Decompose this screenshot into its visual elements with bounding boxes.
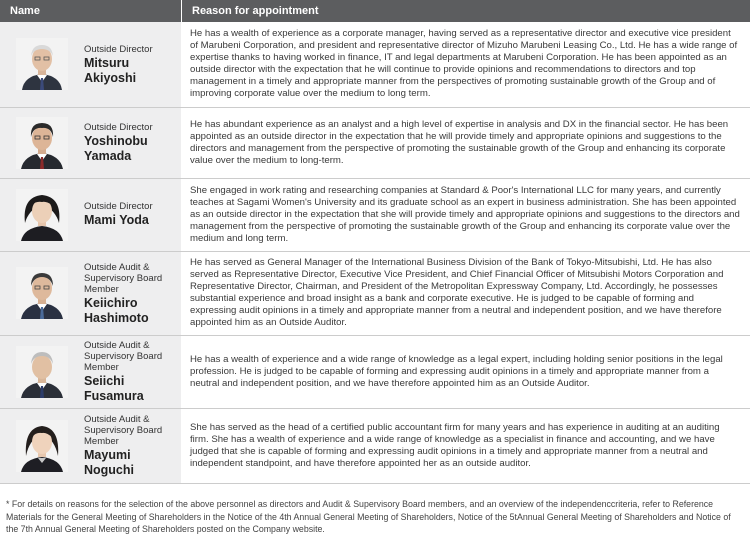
reason-text: He has a wealth of experience and a wide range of knowledge as a legal expert, including holding senior positions in the legal profession. He is judged to be capable of forming and expressing audit opinions in a timely and appropriate manner from a neutral and independent position, and we have therefore appointed him as an Outside Auditor. xyxy=(182,335,750,408)
table-row xyxy=(0,22,750,107)
person-cell xyxy=(0,178,182,251)
person-cell xyxy=(0,107,182,178)
portrait-photo xyxy=(16,346,68,398)
person-cell xyxy=(0,408,182,483)
table-row xyxy=(0,408,750,483)
person-role: Outside Director xyxy=(84,201,153,212)
person-cell xyxy=(0,251,182,335)
table-row xyxy=(0,107,750,178)
reason-text: She has served as the head of a certified public accountant firm for many years and has experience in auditing at an auditing firm. She has a wealth of experience and a wide range of knowledge as a specialist in finance and accounting, and we have judged that she is capable of forming and expressing audit opinions in a timely and appropriate manner from a neutral and independent standpoint, and have therefore appointed her as an outside auditor. xyxy=(182,408,750,483)
reason-text: He has served as General Manager of the International Business Division of the Bank of Tokyo-Mitsubishi, Ltd. He has also served as Representative Director, Executive Vice President, and Chief Financial Officer of Mitsubishi Motors Corporation and Representative Director, Chairman, and President of the Metropolitan Expressway Company, Ltd. Accordingly, he possesses substantial experience and broad insight as a bank and corporate executive. He is judged to be capable of forming and expressing audit opinions in a timely and appropriate manner from a neutral and independent position, and we have therefore appointed him as an Outside Auditor. xyxy=(182,251,750,335)
person-name-first: Mami Yoda xyxy=(84,213,149,227)
table-row xyxy=(0,251,750,335)
portrait-photo xyxy=(16,267,68,319)
person-name-first: Keiichiro xyxy=(84,295,138,310)
table-header-row xyxy=(0,0,750,22)
person-name-last: Noguchi xyxy=(84,463,134,477)
portrait-photo xyxy=(16,189,68,241)
person-role: Outside Audit & Supervisory Board Member xyxy=(84,261,163,295)
person-role: Outside Audit & Supervisory Board Member xyxy=(84,414,163,447)
footnote: * For details on reasons for the selection of the above personnel as directors and Audit & Supervisory Board members, and an overview of the independenccriteria, refer to Reference Materials for the General Meeting of Shareholders in the Notice of the 4th Annual General Meeting of Shareholders, Notice of the 5tAnnual General Meeting of Shareholders and Notice of the 7th Annual General Meeting of Shareholders posted on the Company website. xyxy=(6,499,731,534)
person-cell xyxy=(0,22,182,107)
person-cell xyxy=(0,335,182,408)
person-role: Outside Director xyxy=(84,122,153,133)
table-row xyxy=(0,178,750,251)
header-reason: Reason for appointment xyxy=(182,0,750,22)
person-name-first: Mayumi xyxy=(84,448,131,462)
person-name-last: Fusamura xyxy=(84,389,144,403)
reason-text: He has abundant experience as an analyst and a high level of expertise in analysis and DX in the financial sector. He has been appointed as an outside director in the expectation that he will provide timely and appropriate opinions and suggestions to the directors and management from the perspective of promoting the sustainable growth of the Group and enhancing its corporate value over the medium to long-term. xyxy=(182,107,750,178)
person-role: Outside Director xyxy=(84,43,153,55)
person-name-last: Yamada xyxy=(84,149,132,163)
portrait-photo xyxy=(16,38,68,90)
person-name-last: Hashimoto xyxy=(84,310,149,325)
person-name-first: Seiichi xyxy=(84,374,125,388)
portrait-photo xyxy=(16,117,68,169)
person-role: Outside Audit & Supervisory Board Member xyxy=(84,340,163,373)
table-row xyxy=(0,335,750,408)
reason-text: She engaged in work rating and researching companies at Standard & Poor's International LLC for many years, and currently teaches at Sagami Women's University and its graduate school as an expert in business administration. She has been appointed as an outside director in the expectation that she will provide timely and appropriate opinions and suggestions to the directors and management from the perspective of promoting the sustainable growth of the Group and enhancing its corporate value over the medium and long term. xyxy=(182,178,750,251)
person-name-first: Mitsuru xyxy=(84,55,130,70)
header-name: Name xyxy=(0,0,182,22)
person-name-last: Akiyoshi xyxy=(84,70,137,85)
portrait-photo xyxy=(16,420,68,472)
reason-text: He has a wealth of experience as a corporate manager, having served as a representative director and executive vice president of Marubeni Corporation, and president and representative director of Mizuho Marubeni Leasing Co., Ltd. He has a wide range of expertise thanks to having worked in finance, IT and legal departments at Marubeni Corporation. He has been appointed as an outside director with the expectation that he will continue to provide opinions and recommendations to directors and top management in a timely and appropriate manner from the perspectives of promoting sustainable growth of the Group and of improving corporate value over the medium to long term. xyxy=(182,22,750,107)
person-name-first: Yoshinobu xyxy=(84,134,148,148)
